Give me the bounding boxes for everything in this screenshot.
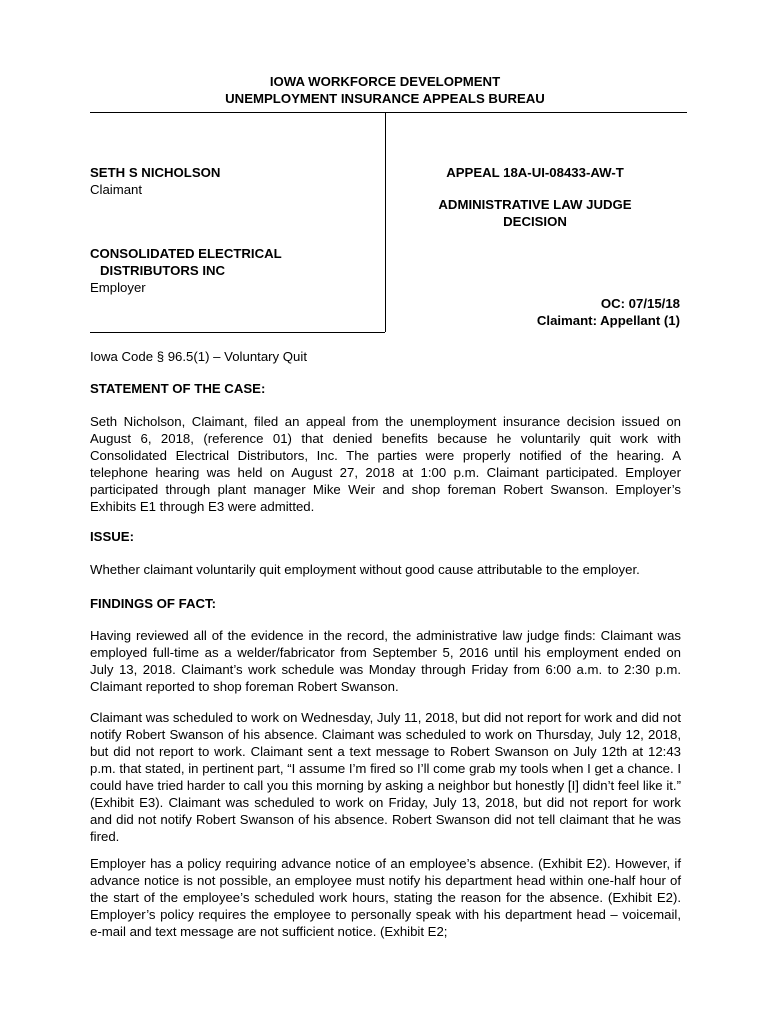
decision-title-line2: DECISION (503, 214, 567, 229)
claimant-role: Claimant (90, 182, 143, 197)
header-divider (90, 112, 687, 113)
claimant-status: Claimant: Appellant (1) (536, 313, 680, 328)
findings-heading: FINDINGS OF FACT: (90, 596, 217, 611)
issue-text: Whether claimant voluntarily quit employment without good cause attributable to the employer. (90, 562, 640, 577)
bureau-name: UNEMPLOYMENT INSURANCE APPEALS BUREAU (225, 91, 545, 106)
appeal-number: APPEAL 18A-UI-08433-AW-T (446, 165, 624, 180)
code-reference: Iowa Code § 96.5(1) – Voluntary Quit (90, 349, 307, 364)
findings-paragraph-1: Having reviewed all of the evidence in the record, the administrative law judge finds: Claimant was employed full-time as a welder/fabricator from September 5, 2016 until his employment ended on July 13, 2018. Claimant’s work schedule was Monday through Friday from 6:00 a.m. to 2:30 p.m. Claimant reported to shop foreman Robert Swanson. (90, 628, 681, 694)
statement-text: Seth Nicholson, Claimant, filed an appeal from the unemployment insurance decision issued on August 6, 2018, (reference 01) that denied benefits because he voluntarily quit work with Consolidated Electrical Distributors, Inc. The parties were properly notified of the hearing. A telephone hearing was held on August 27, 2018 at 1:00 p.m. Claimant participated. Employer participated through plant manager Mike Weir and shop foreman Robert Swanson. Employer’s Exhibits E1 through E3 were admitted. (90, 414, 681, 514)
issue-heading: ISSUE: (90, 529, 134, 544)
claimant-name: SETH S NICHOLSON (90, 165, 221, 180)
agency-name: IOWA WORKFORCE DEVELOPMENT (269, 74, 501, 89)
statement-heading: STATEMENT OF THE CASE: (90, 381, 266, 396)
employer-name-line1: CONSOLIDATED ELECTRICAL (90, 246, 282, 261)
caption-bottom-divider (90, 332, 385, 333)
decision-title-line1: ADMINISTRATIVE LAW JUDGE (438, 197, 632, 212)
oc-date: OC: 07/15/18 (600, 296, 680, 311)
findings-paragraph-2: Claimant was scheduled to work on Wednesday, July 11, 2018, but did not report for work and did not notify Robert Swanson of his absence. Claimant was scheduled to work on Thursday, July 12, 2018, but did not report to work. Claimant sent a text message to Robert Swanson on July 12th at 12:43 p.m. that stated, in pertinent part, “I assume I’m fired so I’ll come grab my tools when I get a chance. I could have tried harder to call you this morning by asking a neighbor but honestly [I] didn’t feel like it.” (Exhibit E3). Claimant was scheduled to work on Friday, July 13, 2018, but did not report for work and did not notify Robert Swanson of his absence. Robert Swanson did not tell claimant that he was fired. (90, 710, 681, 844)
findings-paragraph-3: Employer has a policy requiring advance notice of an employee’s absence. (Exhibit E2). However, if advance notice is not possible, an employee must notify his department head within one-half hour of the start of the employee’s scheduled work hours, stating the reason for the absence. (Exhibit E2). Employer’s policy requires the employee to personally speak with his department head – voicemail, e-mail and text message are not sufficient notice. (Exhibit E2; (90, 856, 681, 939)
employer-role: Employer (90, 280, 146, 295)
employer-name-line2: DISTRIBUTORS INC (100, 263, 226, 278)
